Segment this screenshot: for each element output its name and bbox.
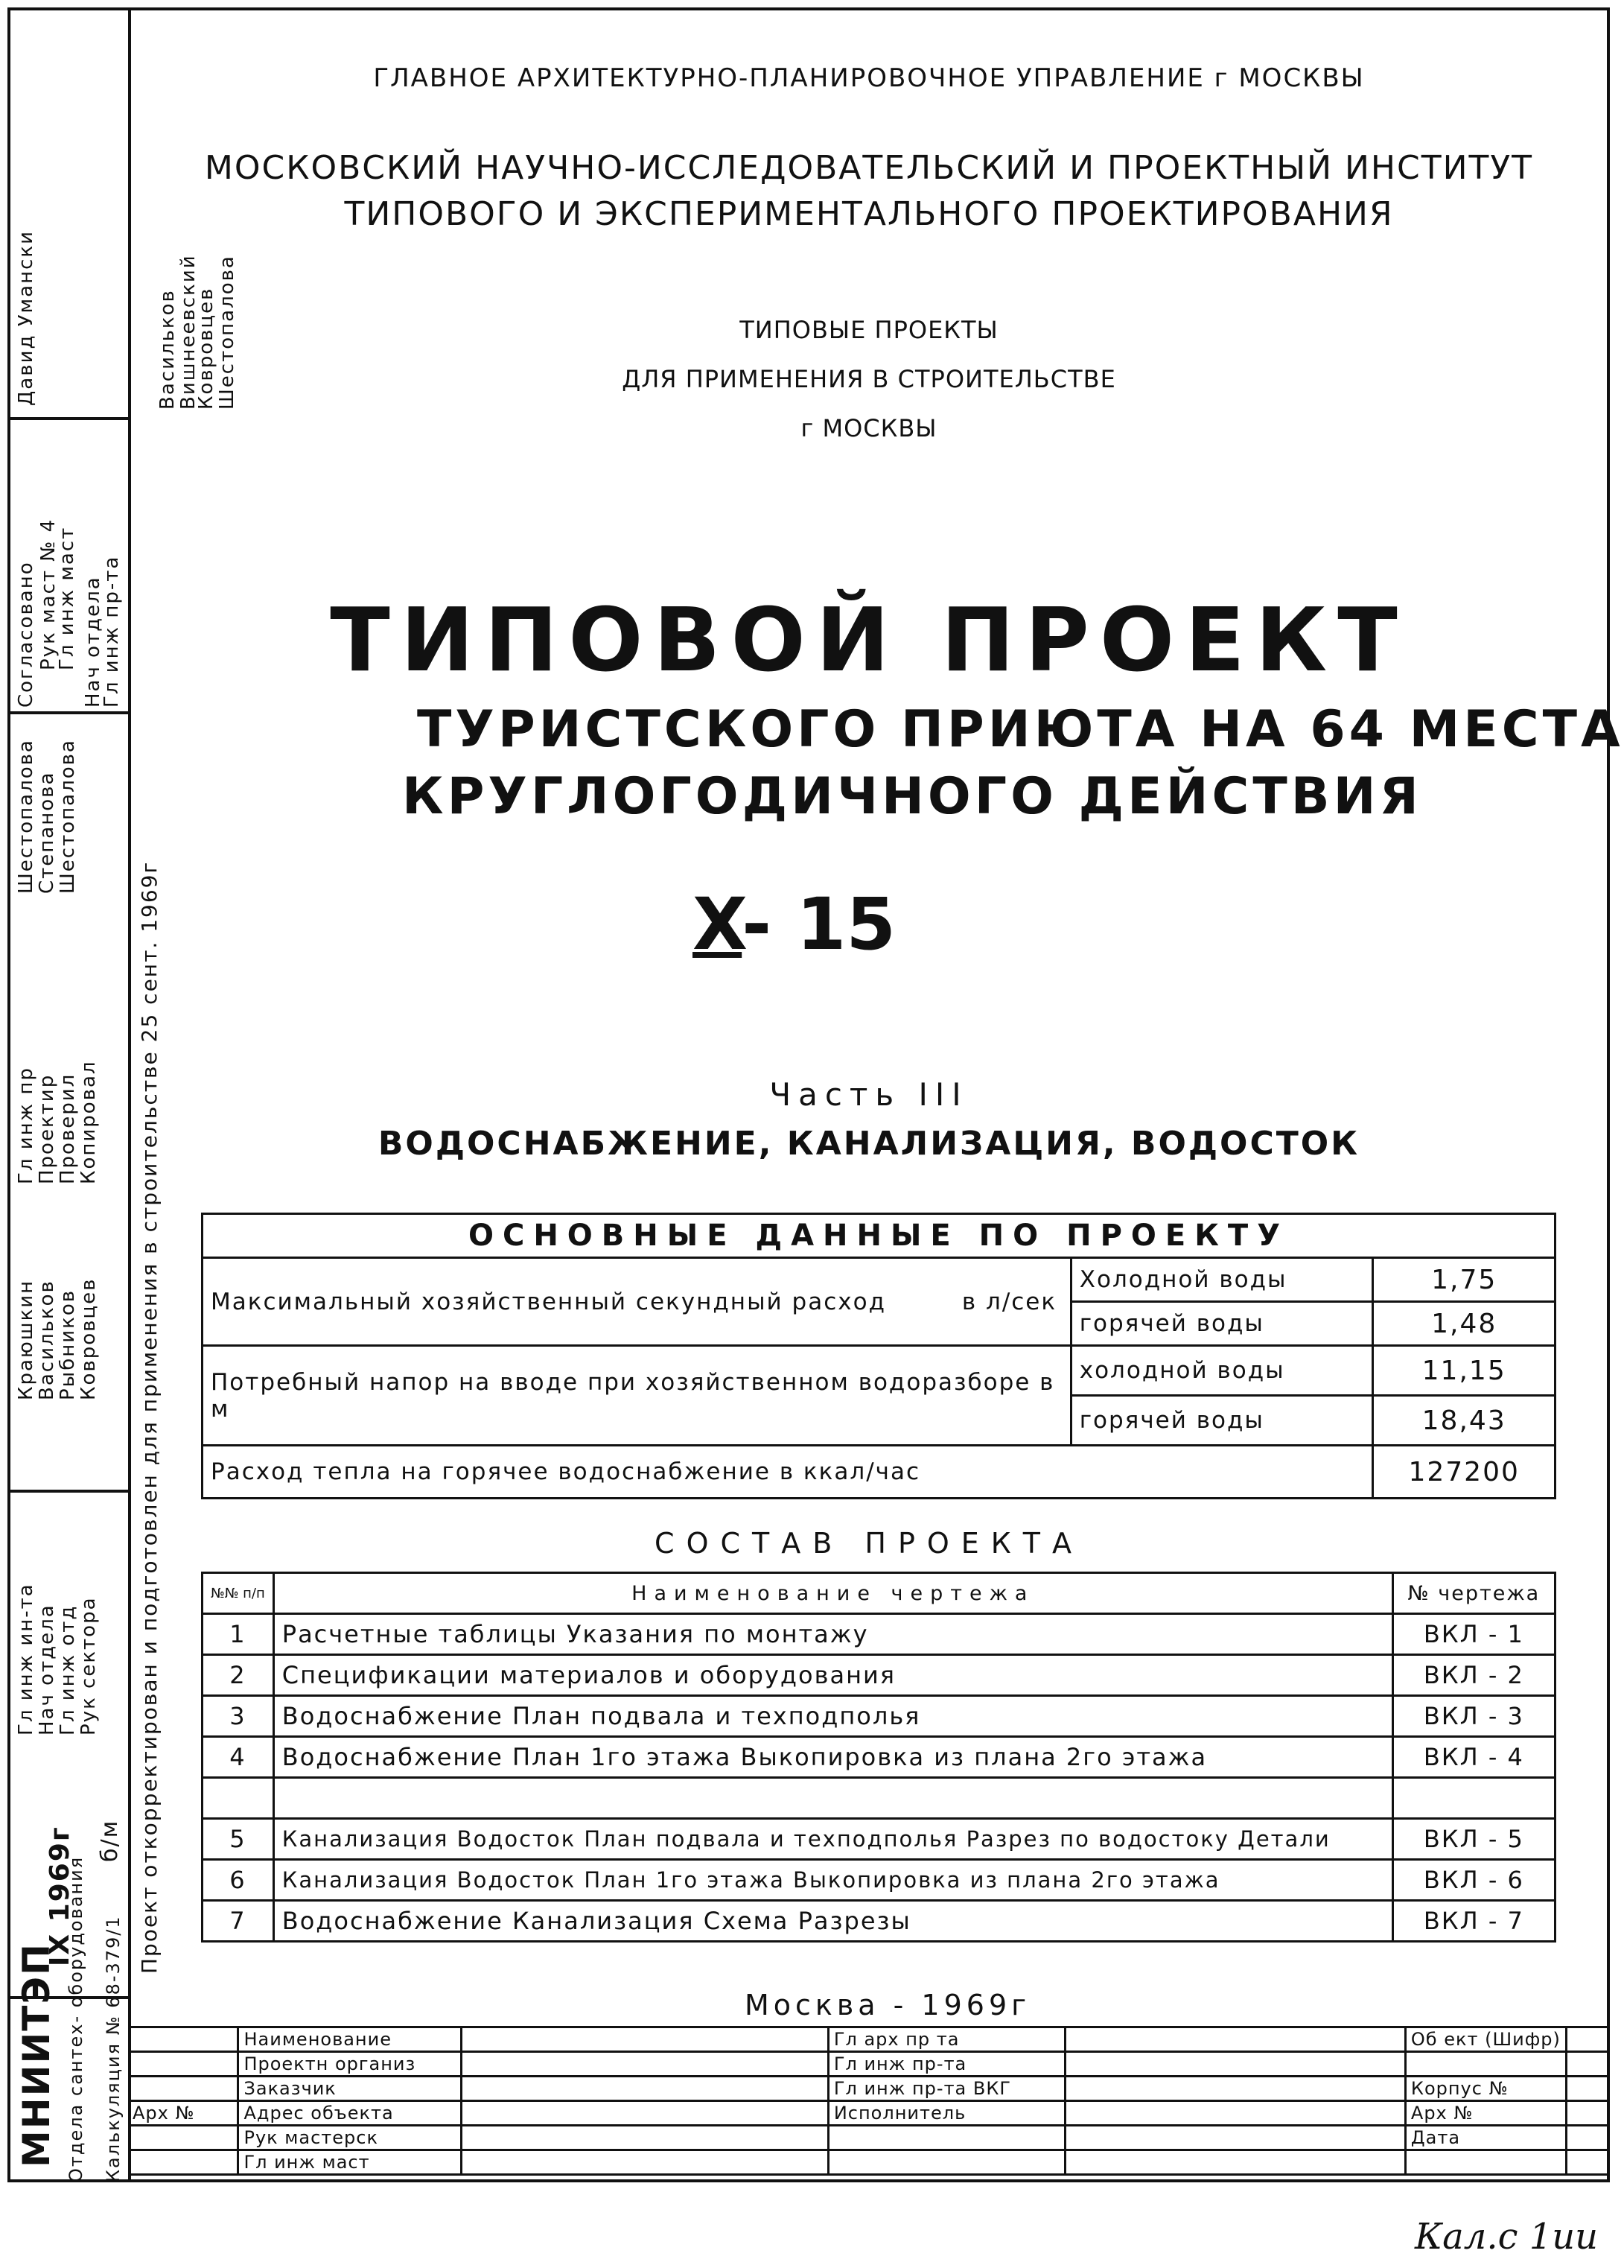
strip-divider [7, 711, 128, 714]
strip-name-b: Степанова [36, 771, 58, 894]
row-sheet: ВКЛ - 1 [1392, 1614, 1555, 1655]
tb-c3-label: Дата [1405, 2126, 1566, 2150]
tb-c3-label: Корпус № [1405, 2077, 1566, 2101]
strip-role-a: Рук маст № 4 [37, 518, 60, 670]
row2b-value: 18,43 [1373, 1396, 1555, 1446]
tb-c2-label: Гл инж пр-та [828, 2052, 1065, 2077]
tb-c2-label: Гл арх пр та [828, 2027, 1065, 2052]
agency-header: ГЛАВНОЕ АРХИТЕКТУРНО-ПЛАНИРОВОЧНОЕ УПРАВЛЕНИЕ г МОСКВЫ [373, 63, 1365, 93]
title-block [128, 2026, 1610, 2176]
tb-c3-label: Арх № [1405, 2101, 1566, 2126]
strip-name-c: Рыбников [57, 1289, 79, 1400]
row1b-sub: горячей воды [1071, 1302, 1373, 1346]
document-subtitle-1: ТУРИСТСКОГО ПРИЮТА НА 64 МЕСТА [417, 700, 1624, 759]
strip-name-a: Ковровцев [195, 287, 217, 410]
institute-line-2: ТИПОВОГО И ЭКСПЕРИМЕНТАЛЬНОГО ПРОЕКТИРОВАНИЯ [344, 195, 1394, 233]
row-sheet: ВКЛ - 5 [1392, 1819, 1555, 1860]
institute-header [128, 145, 1610, 238]
project-code [692, 883, 896, 966]
strip-agreed: Согласовано [15, 561, 37, 708]
tb-arch-no: Арх № [128, 2101, 238, 2126]
row1b-value: 1,48 [1373, 1302, 1555, 1346]
strip-bm: б/м [97, 1819, 123, 1862]
contents-col-sheet: № чертежа [1392, 1573, 1555, 1614]
section-title: ВОДОСНАБЖЕНИЕ, КАНАЛИЗАЦИЯ, ВОДОСТОК [378, 1125, 1360, 1163]
series-header [128, 305, 1610, 453]
row-sheet: ВКЛ - 2 [1392, 1655, 1555, 1696]
row-name: Водоснабжение План подвала и техподполья [273, 1696, 1392, 1737]
row1-unit: в л/сек [961, 1288, 1057, 1315]
strip-role-c: Гл инж ин-та [15, 1583, 37, 1735]
strip-role-b: Копировал [77, 1060, 100, 1184]
row-no: 4 [203, 1737, 274, 1778]
tb-c2-label: Исполнитель [828, 2101, 1065, 2126]
strip-date-box: IX 1969г [45, 1826, 75, 1966]
main-data-heading: ОСНОВНЫЕ ДАННЫЕ ПО ПРОЕКТУ [203, 1214, 1555, 1258]
strip-name-c: Васильков [36, 1280, 58, 1400]
row-name: Водоснабжение План 1го этажа Выкопировка из плана 2го этажа [273, 1737, 1392, 1778]
strip-name-c: Ковровцев [77, 1277, 100, 1400]
row2b-sub: горячей воды [1071, 1396, 1373, 1446]
strip-role-b: Проверил [57, 1073, 79, 1184]
tb-c1-label: Рук мастерск [238, 2126, 461, 2150]
row-sheet: ВКЛ - 7 [1392, 1901, 1555, 1942]
series-line-1: ТИПОВЫЕ ПРОЕКТЫ [739, 316, 999, 344]
tb-c1-label: Заказчик [238, 2077, 461, 2101]
row-sheet: ВКЛ - 3 [1392, 1696, 1555, 1737]
document-subtitle-2: КРУГЛОГОДИЧНОГО ДЕЙСТВИЯ [402, 767, 1422, 826]
tb-c1-label: Гл инж маст [238, 2150, 461, 2175]
document-title: ТИПОВОЙ ПРОЕКТ [330, 588, 1408, 691]
row-name: Канализация Водосток План 1го этажа Выкопировка из плана 2го этажа [273, 1860, 1392, 1901]
row-no: 6 [203, 1860, 274, 1901]
contents-col-name: Наименование чертежа [273, 1573, 1392, 1614]
table-row [203, 1614, 1555, 1655]
strip-role-c: Рук сектора [77, 1596, 100, 1735]
row2-label: Потребный напор на вводе при хозяйственном водоразборе в м [203, 1346, 1071, 1446]
row-no: 3 [203, 1696, 274, 1737]
strip-name-b: Шестопалова [15, 739, 37, 894]
strip-name-b: Шестопалова [57, 739, 79, 894]
strip-name-a: Шестопалова [216, 255, 238, 410]
row1-label [203, 1258, 1071, 1346]
table-row [203, 1860, 1555, 1901]
row3-value: 127200 [1373, 1446, 1555, 1499]
strip-org: МНИИТЭП [15, 1943, 58, 2167]
strip-calc: Калькуляция № 68-379/1 [103, 1915, 124, 2182]
row2a-value: 11,15 [1373, 1346, 1555, 1396]
strip-role-b: Проектир [36, 1073, 58, 1184]
row3-label: Расход тепла на горячее водоснабжение в ккал/час [203, 1446, 1373, 1499]
row-no: 1 [203, 1614, 274, 1655]
tb-c2-label: Гл инж пр-та ВКГ [828, 2077, 1065, 2101]
row-no: 7 [203, 1901, 274, 1942]
contents-heading: СОСТАВ ПРОЕКТА [655, 1527, 1083, 1560]
city-year: Москва - 1969г [745, 1989, 1031, 2021]
contents-table [201, 1572, 1556, 1943]
row-name: Канализация Водосток План подвала и техподполья Разрез по водостоку Детали [273, 1819, 1392, 1860]
row1a-sub: Холодной воды [1071, 1258, 1373, 1302]
project-code-prefix: X [692, 883, 742, 966]
strip-name-a: Васильков [156, 289, 179, 410]
series-line-2: ДЛЯ ПРИМЕНЕНИЯ В СТРОИТЕЛЬСТВЕ [622, 365, 1116, 393]
row2a-sub: холодной воды [1071, 1346, 1373, 1396]
tb-blank [128, 2027, 238, 2052]
tb-c1-value [461, 2027, 828, 2052]
handwritten-note: Кал.с 1ии [1415, 2216, 1599, 2258]
table-row-spacer [203, 1778, 1555, 1819]
strip-name-a: Вишнеевский [177, 254, 200, 410]
strip-role-c: Нач отдела [36, 1604, 58, 1735]
main-data-table [201, 1213, 1556, 1499]
tb-c1-label: Наименование [238, 2027, 461, 2052]
strip-name-c: Краюшкин [15, 1279, 37, 1400]
table-row [203, 1901, 1555, 1942]
institute-line-1: МОСКОВСКИЙ НАУЧНО-ИССЛЕДОВАТЕЛЬСКИЙ И ПРОЕКТНЫЙ ИНСТИТУТ [204, 149, 1534, 187]
project-code-suffix: - 15 [742, 883, 897, 966]
strip-dept: Отдела сантех- оборудования [66, 1855, 86, 2182]
row1a-value: 1,75 [1373, 1258, 1555, 1302]
row-name: Расчетные таблицы Указания по монтажу [273, 1614, 1392, 1655]
table-row [203, 1696, 1555, 1737]
row-name: Спецификации материалов и оборудования [273, 1655, 1392, 1696]
strip-names-a-top: Давид Умански [15, 230, 37, 406]
strip-role-b: Гл инж пр [15, 1067, 37, 1184]
strip-role-a: Гл инж пр-та [101, 555, 123, 708]
row1-label-text: Максимальный хозяйственный секундный расход [211, 1288, 887, 1315]
series-line-3: г МОСКВЫ [800, 414, 937, 442]
strip-role-a: Нач отдела [82, 576, 104, 708]
strip-corrected-note: Проект откорректирован и подготовлен для применения в строительстве 25 сент. 1969г [137, 860, 162, 1974]
strip-divider [7, 417, 128, 420]
contents-col-no: №№ п/п [203, 1573, 274, 1614]
strip-divider [7, 1490, 128, 1493]
table-row [203, 1655, 1555, 1696]
part-label: Часть III [769, 1076, 969, 1113]
tb-c1-label: Проектн организ [238, 2052, 461, 2077]
row-no: 5 [203, 1819, 274, 1860]
tb-c3-label: Об ект (Шифр) [1405, 2027, 1566, 2052]
tb-c3-value [1566, 2027, 1610, 2052]
table-row [203, 1819, 1555, 1860]
row-sheet: ВКЛ - 4 [1392, 1737, 1555, 1778]
row-no: 2 [203, 1655, 274, 1696]
tb-c2-value [1065, 2027, 1405, 2052]
strip-role-c: Гл инж отд [57, 1604, 79, 1735]
row-name: Водоснабжение Канализация Схема Разрезы [273, 1901, 1392, 1942]
table-row [203, 1737, 1555, 1778]
strip-role-a: Гл инж маст [56, 526, 78, 670]
row-sheet: ВКЛ - 6 [1392, 1860, 1555, 1901]
tb-c1-label: Адрес объекта [238, 2101, 461, 2126]
